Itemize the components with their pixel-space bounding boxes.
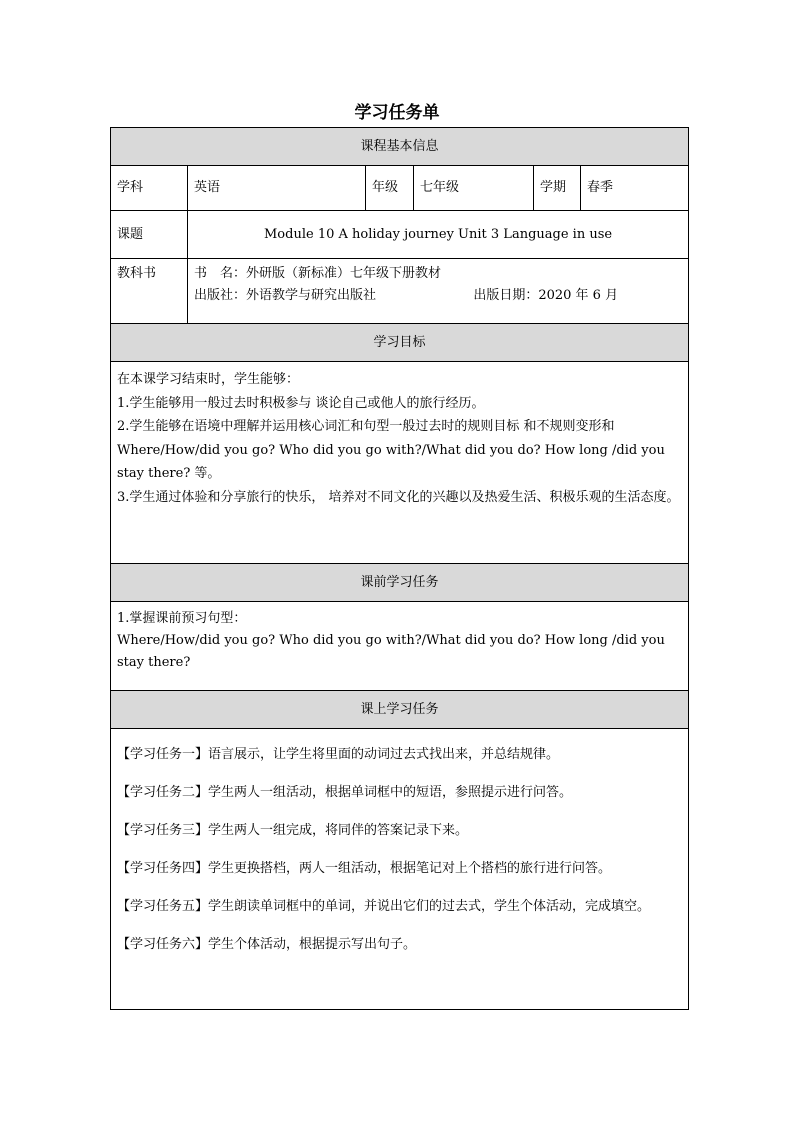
subject-value: 英语	[188, 166, 366, 211]
subject-label: 学科	[111, 166, 188, 211]
grade-label: 年级	[366, 166, 414, 211]
basic-info-header: 课程基本信息	[111, 128, 689, 166]
objective-item: 1.学生能够用一般过去时积极参与 谈论自己或他人的旅行经历。	[117, 395, 485, 411]
objectives-header-row	[111, 324, 689, 362]
basic-info-header-row	[111, 128, 689, 166]
task-item: 【学习任务六】学生个体活动，根据提示写出句子。	[117, 937, 417, 952]
book-name: 书 名：外研版（新标准）七年级下册教材	[194, 266, 442, 281]
pre-class-header: 课前学习任务	[111, 564, 689, 602]
pre-class-content	[111, 602, 689, 691]
pre-class-item: Where/How/did you go? Who did you go with?/What did you do? How long /did you stay there?	[117, 633, 665, 670]
topic-row	[111, 211, 689, 259]
topic-value: Module 10 A holiday journey Unit 3 Language in use	[188, 211, 689, 259]
publisher: 出版社：外语教学与研究出版社	[194, 288, 377, 303]
pre-class-header-row	[111, 564, 689, 602]
objectives-row	[111, 362, 689, 564]
pre-class-row	[111, 602, 689, 691]
objective-item: 2.学生能够在语境中理解并运用核心词汇和句型一般过去时的规则目标 和不规则变形和 Where/How/did you go? Who did you go with?/What did you do? How long /did you stay there? 等。	[117, 419, 665, 481]
textbook-row	[111, 259, 689, 324]
publisher-line	[194, 285, 682, 307]
page-title: 学习任务单	[354, 103, 440, 123]
in-class-header-row	[111, 691, 689, 729]
subject-row	[111, 166, 689, 211]
task-item: 【学习任务四】学生更换搭档，两人一组活动，根据笔记对上个搭档的旅行进行问答。	[117, 861, 612, 876]
task-item: 【学习任务五】学生朗读单词框中的单词，并说出它们的过去式，学生个体活动，完成填空。	[117, 899, 651, 914]
task-item: 【学习任务三】学生两人一组完成，将同伴的答案记录下来。	[117, 823, 469, 838]
grade-value: 七年级	[414, 166, 534, 211]
task-item: 【学习任务一】语言展示，让学生将里面的动词过去式找出来，并总结规律。	[117, 747, 560, 762]
objectives-content	[111, 362, 689, 564]
in-class-row	[111, 729, 689, 1010]
task-item: 【学习任务二】学生两人一组活动，根据单词框中的短语，参照提示进行问答。	[117, 785, 573, 800]
topic-label: 课题	[111, 211, 188, 259]
term-value: 春季	[581, 166, 689, 211]
publish-date: 出版日期：2020 年 6 月	[473, 288, 619, 303]
task-sheet-table	[110, 127, 689, 1010]
term-label: 学期	[534, 166, 581, 211]
in-class-content	[111, 729, 689, 1010]
objective-item: 3.学生通过体验和分享旅行的快乐， 培养对不同文化的兴趣以及热爱生活、积极乐观的生活态度。	[117, 489, 680, 505]
objectives-header: 学习目标	[111, 324, 689, 362]
textbook-info	[188, 259, 689, 324]
objectives-intro: 在本课学习结束时，学生能够：	[117, 372, 300, 387]
pre-class-item: 1.掌握课前预习句型：	[117, 611, 247, 626]
textbook-label: 教科书	[111, 259, 188, 324]
in-class-header: 课上学习任务	[111, 691, 689, 729]
